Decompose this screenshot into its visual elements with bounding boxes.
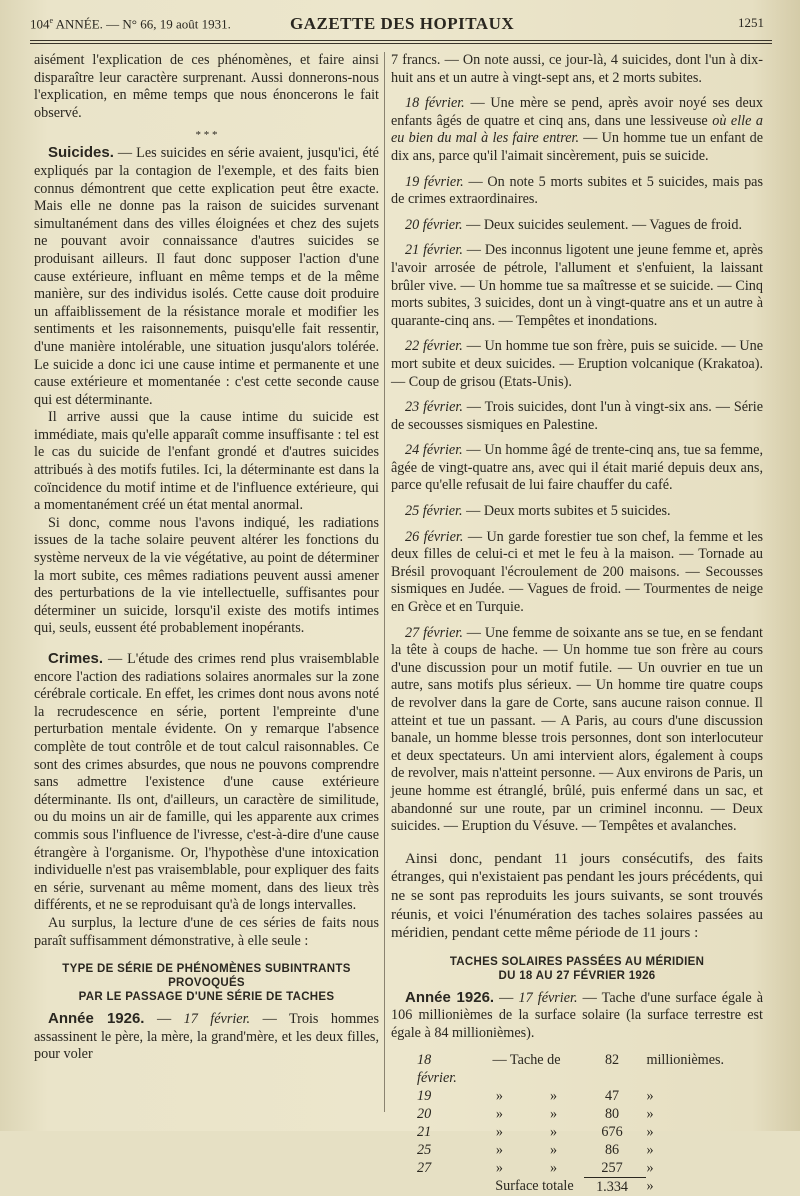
page-header bbox=[30, 14, 772, 40]
table-cell-date: 21 bbox=[417, 1123, 432, 1140]
table-cell-value: 82 bbox=[604, 1051, 620, 1068]
total-value: 1.334 bbox=[596, 1178, 628, 1195]
crimes-paragraph: Crimes. — L'étude des crimes rend plus vraisemblable encore l'action des radiations solaires anormales sur la zone cérébrale corticale. En effet, les crimes dont nous avons noté la recrudescence en série, portent l'empreinte d'une perturbation mentale évidente. On y remarque l'absence complète de tout contrôle et de tout calcul raisonnables. Ce sont des crimes absurdes, que nous ne pouvons comprendre sans admettre l'existence d'une cause extérieure déterminante. Ils ont, d'ailleurs, un caractère de similitude, ou du moins un air de famille, qui les apparente aux crimes commis sous l'influence de l'ivresse, c'est-à-dire d'une cause étrangère à l'organisme. Or, l'hypothèse d'une intoxication individuelle n'est pas vraisemblable, pour expliquer des faits en série, survenant au même moment, dans des lieux très différents, et ne se reproduisant qu'à de longs intervalles. bbox=[34, 650, 379, 914]
table-cell-q1: » bbox=[495, 1105, 503, 1122]
table-cell-q2: » bbox=[550, 1159, 558, 1176]
table-total-row bbox=[417, 1177, 763, 1196]
table-cell-q2: » bbox=[550, 1105, 558, 1122]
chronology-entry: 18 février. — Une mère se pend, après avoir noyé ses deux enfants âgés de quatre et cinq ans, dans une lessiveuse où elle a eu bien du mal à les faire entrer. — Un homme tue un enfant de dix ans, parce qu'il l'aimait sincèrement, puis se suicide. bbox=[391, 95, 763, 164]
chronology-entry: 25 février. — Deux morts subites et 5 suicides. bbox=[405, 503, 671, 520]
table-cell-q1: » bbox=[495, 1123, 503, 1140]
table-cell-q2: » bbox=[550, 1141, 558, 1158]
series-type-heading: TYPE DE SÉRIE DE PHÉNOMÈNES SUBINTRANTS PROVOQUÉS PAR LE PASSAGE D'UNE SÉRIE DE TACHES bbox=[62, 963, 351, 1004]
table-cell-value: 80 bbox=[604, 1105, 620, 1122]
table-cell-q2: » bbox=[550, 1123, 558, 1140]
sunspots-heading: TACHES SOLAIRES PASSÉES AU MÉRIDIEN DU 18 AU 27 FÉVRIER 1926 bbox=[449, 955, 705, 982]
table-cell-q1: » bbox=[495, 1159, 503, 1176]
table-row bbox=[417, 1051, 763, 1087]
table-cell-unit: » bbox=[646, 1123, 654, 1140]
header-rule bbox=[30, 40, 772, 41]
table-cell-date: 20 bbox=[417, 1105, 432, 1122]
suicides-paragraph-3: Si donc, comme nous l'avons indiqué, les radiations issues de la tache solaire peuvent altérer les fonctions du système nerveux de la vie végétative, au point de déterminer la mort subite, ces mêmes radiations peuvent aussi amener des perturbations de la vie intellectuelle, suffisantes pour déterminer un suicide, lorsqu'il existe des motifs intimes qui, seuls, eussent été probablement inopérants. bbox=[34, 514, 379, 637]
entry-17-february: Année 1926. — 17 février. — Trois hommes assassinent le père, la mère, la grand'mère, et les deux filles, pour voler bbox=[34, 1010, 380, 1063]
table-cell-date: 18 février. bbox=[417, 1051, 457, 1086]
total-unit: » bbox=[646, 1178, 654, 1194]
continued-entry: 7 francs. — On note aussi, ce jour-là, 4 suicides, dont l'un à dix-huit ans et un autre à vingt-sept ans, et 2 morts subites. bbox=[391, 52, 763, 86]
table-row bbox=[417, 1141, 763, 1159]
column-divider bbox=[384, 52, 385, 1112]
section-separator: * * * bbox=[195, 129, 218, 142]
crimes-paragraph-2: Au surplus, la lecture d'une de ces séries de faits nous paraît suffisamment démonstrative, à elle seule : bbox=[34, 914, 379, 949]
table-cell-q1: » bbox=[495, 1087, 503, 1104]
chronology-entry: 20 février. — Deux suicides seulement. — Vagues de froid. bbox=[405, 216, 743, 233]
chronology-entry: 26 février. — Un garde forestier tue son chef, la femme et les deux filles de celui-ci et met le feu à la maison. — Tornade au Brésil provoquant l'écroulement de 200 maisons. — Secousses sismiques en Judée. — Vagues de froid. — Tourmentes de neige en Grèce et en Turquie. bbox=[391, 528, 763, 616]
table-cell-value: 86 bbox=[604, 1141, 620, 1158]
header-rule-2 bbox=[30, 43, 772, 44]
table-cell-unit: » bbox=[646, 1141, 654, 1158]
table-cell-date: 27 bbox=[417, 1159, 432, 1176]
total-label: Surface totale bbox=[495, 1178, 574, 1194]
table-cell-value: 676 bbox=[601, 1123, 623, 1140]
journal-title: GAZETTE DES HOPITAUX bbox=[290, 14, 515, 33]
suicides-paragraph: Suicides. — Les suicides en série avaient, jusqu'ici, été expliqués par la contagion de l'exemple, et des faits bien connus démontrent que cette explication peut être exacte. Mais elle ne donne pas la raison de suicides survenant simultanément dans des villes éloignées et chez des sujets ne pouvant avoir connaissance d'autres suicides se produisant ailleurs. Il faut donc supposer l'action d'une cause extérieure, influant en même temps et de la même manière, sur des individus isolés. Cette cause doit produire un affaiblissement de la résistance morale et modifier les sentiments et les raisonnements, puisqu'elle fait ressentir, d'une manière intolérable, une situation jusqu'alors tolérée. Le suicide a donc ici une cause intime et permanente et une cause extérieure et momentanée : c'est cette seconde cause qui est déterminante. bbox=[34, 144, 379, 408]
chronology-entry: 19 février. — On note 5 morts subites et 5 suicides, mais pas de crimes extraordinaires. bbox=[391, 173, 763, 208]
table-cell-q2: » bbox=[550, 1087, 558, 1104]
table-cell-value: 47 bbox=[604, 1087, 620, 1104]
table-cell-date: 19 bbox=[417, 1087, 432, 1104]
suicides-paragraph-2: Il arrive aussi que la cause intime du suicide est immédiate, mais qu'elle apparaît comme insuffisante : tel est le cas du suicide de l'enfant grondé et d'autres suicides attribués à des motifs futiles. Ici, la déterminante est dans la coïncidence du motif intime et de l'influence extérieure, qui a momentanément créé un état mental anormal. bbox=[34, 409, 379, 514]
chronology-entry: 21 février. — Des inconnus ligotent une jeune femme et, après l'avoir arrosée de pétrole, l'allument et s'enfuient, la laissant brûler vive. — Un homme tue sa maîtresse et se suicide. — Cinq morts subites, 3 suicides, dont un à vingt-quatre ans et un autre à quarante-cinq ans. — Tempêtes et inondations. bbox=[391, 242, 763, 329]
table-row bbox=[417, 1123, 763, 1141]
issue-line: 104e ANNÉE. — N° 66, 19 août 1931. bbox=[30, 16, 231, 32]
sunspot-table bbox=[417, 1051, 763, 1196]
right-column bbox=[391, 52, 763, 1196]
table-cell-unit: millionièmes. bbox=[646, 1051, 725, 1068]
chronology-entry: 27 février. — Une femme de soixante ans se tue, en se fendant la tête à coups de hache. — Un homme tue son frère au cours d'une discussion pour un motif futile. — Un ouvrier en tue un autre, sans motifs plus sérieux. — Un homme tire quatre coups de revolver dans la gare de Corte, sans aucune raison connue. Il atteint et tue un passant. — A Paris, au cours d'une discussion banale, un homme blesse trois personnes, dont son interlocuteur et deux spectateurs. Un ami intervient alors, également à coups de revolver, mais n'atteint personne. — Aux environs de Paris, un jeune homme est étranglé, brûlé, puis enfermé dans un sac, et abandonné sur une route, par un criminel inconnu. — Deux suicides. — Eruption du Vésuve. — Tempêtes et avalanches. bbox=[391, 624, 763, 835]
chronology-entry: 24 février. — Un homme âgé de trente-cinq ans, tue sa femme, âgée de vingt-quatre ans, avec qui il était marié depuis deux ans, parce qu'elle refusait de lui faire chauffer du café. bbox=[391, 442, 764, 494]
table-cell-date: 25 bbox=[417, 1141, 432, 1158]
page-number: 1251 bbox=[738, 15, 764, 30]
intro-paragraph: aisément l'explication de ces phénomènes, et faire ainsi disparaître leur caractère surprenant. Aussi donnerons-nous l'explication, en même temps que nous énoncerons le fait observé. bbox=[34, 52, 379, 121]
left-column bbox=[34, 52, 379, 1064]
table-cell-label: — Tache de bbox=[492, 1051, 561, 1068]
table-cell-value: 257 bbox=[584, 1159, 647, 1178]
table-cell-unit: » bbox=[646, 1087, 654, 1104]
table-row bbox=[417, 1159, 763, 1178]
table-cell-unit: » bbox=[646, 1105, 654, 1122]
table-cell-unit: » bbox=[646, 1159, 654, 1176]
crimes-title: Crimes. bbox=[48, 650, 104, 667]
summary-paragraph: Ainsi donc, pendant 11 jours consécutifs, des faits étranges, qui n'existaient pas pendant les jours précédents, qui ne se sont pas reproduits les jours suivants, se sont trouvés réunis, et voici l'énumération des taches solaires passées au méridien, pendant cette même période de 11 jours : bbox=[391, 850, 763, 942]
table-row bbox=[417, 1105, 763, 1123]
suicides-title: Suicides. bbox=[48, 144, 114, 162]
table-row bbox=[417, 1087, 763, 1105]
chronology-entry: 23 février. — Trois suicides, dont l'un à vingt-six ans. — Série de secousses sismiques en Palestine. bbox=[391, 399, 763, 433]
table-cell-q1: » bbox=[495, 1141, 503, 1158]
chronology-list bbox=[391, 95, 763, 836]
sunspot-entry-17-february: Année 1926. — 17 février. — Tache d'une surface égale à 106 millionièmes de la surface solaire (la surface terrestre est égale à 84 millionièmes). bbox=[391, 988, 764, 1041]
chronology-entry: 22 février. — Un homme tue son frère, puis se suicide. — Une mort subite et deux suicides. — Eruption volcanique (Krakatoa). — Coup de grisou (Etats-Unis). bbox=[391, 338, 763, 390]
